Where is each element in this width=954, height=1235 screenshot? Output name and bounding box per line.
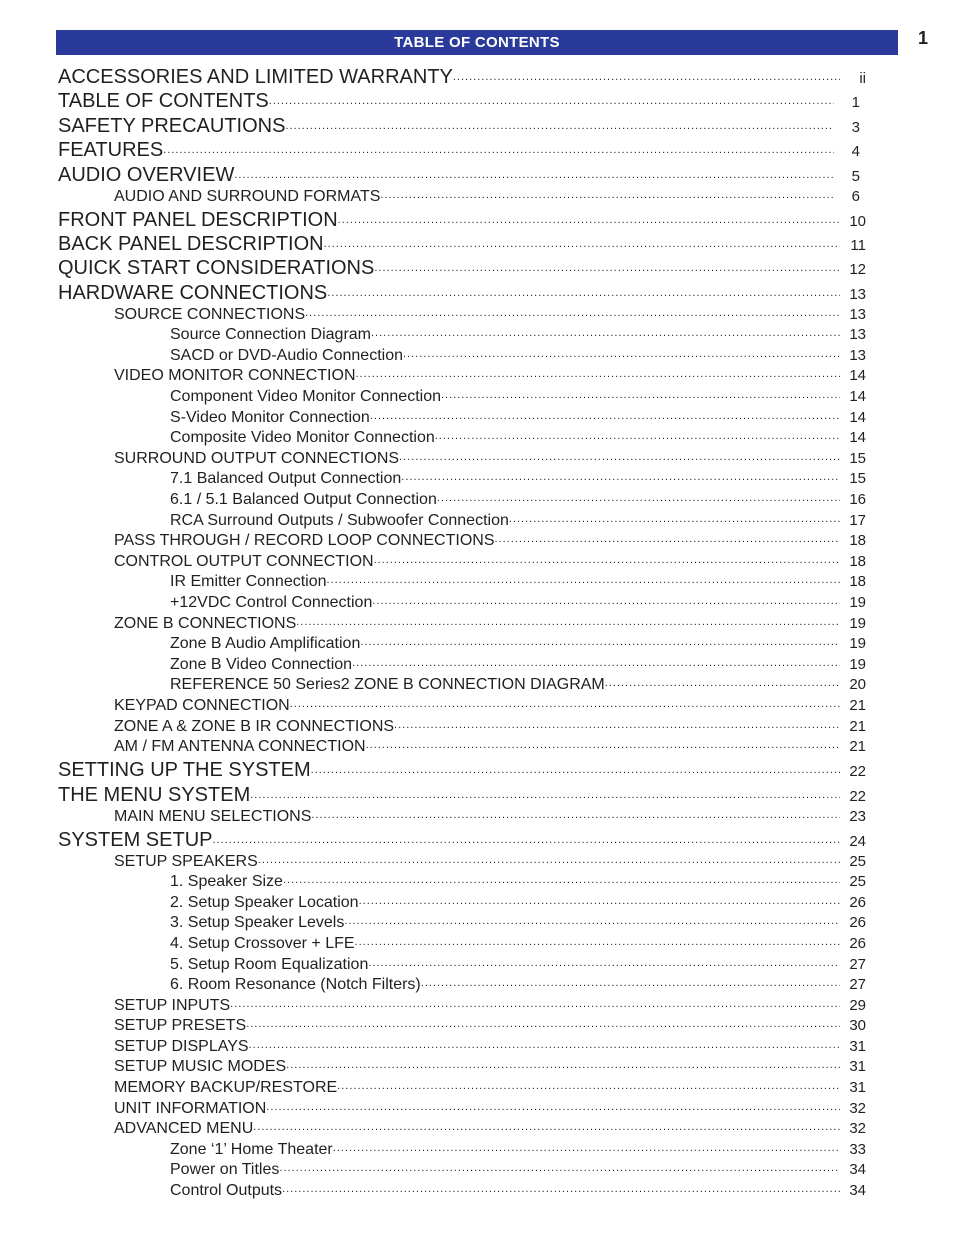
- toc-entry-page[interactable]: 5: [851, 167, 860, 185]
- toc-leader-dots: [327, 569, 840, 587]
- toc-entry-page[interactable]: 27: [849, 955, 866, 973]
- toc-entry[interactable]: [58, 61, 866, 88]
- toc-entry-page[interactable]: 16: [849, 491, 866, 509]
- toc-entry-page[interactable]: 1: [851, 94, 860, 112]
- toc-leader-dots: [509, 507, 840, 525]
- toc-leader-dots: [283, 869, 840, 887]
- toc-entry[interactable]: [58, 824, 866, 851]
- toc-leader-dots: [380, 183, 834, 201]
- toc-entry[interactable]: [58, 713, 866, 734]
- toc-entry-page[interactable]: 15: [849, 470, 866, 488]
- page-header-bar: [56, 30, 898, 55]
- toc-entry[interactable]: [58, 466, 866, 487]
- toc-entry[interactable]: [58, 252, 866, 280]
- toc-entry-page[interactable]: 34: [849, 1161, 866, 1179]
- toc-leader-dots: [230, 992, 840, 1010]
- toc-entry-page[interactable]: 14: [849, 408, 866, 426]
- toc-leader-dots: [372, 589, 840, 607]
- toc-entry[interactable]: [58, 110, 866, 137]
- toc-entry-title[interactable]: SETUP MUSIC MODES: [114, 1058, 287, 1076]
- toc-entry-title[interactable]: SETUP SPEAKERS: [114, 852, 258, 870]
- toc-entry[interactable]: [58, 569, 866, 590]
- toc-leader-dots: [374, 252, 840, 274]
- toc-leader-dots: [279, 1157, 840, 1175]
- toc-entry-title[interactable]: Zone B Video Connection: [170, 655, 353, 673]
- toc-entry[interactable]: [58, 548, 866, 569]
- toc-entry-title[interactable]: 6.1 / 5.1 Balanced Output Connection: [170, 491, 437, 509]
- toc-entry-title[interactable]: UNIT INFORMATION: [114, 1099, 267, 1117]
- toc-entry[interactable]: [58, 951, 866, 972]
- toc-leader-dots: [453, 61, 840, 83]
- toc-entry-title[interactable]: RCA Surround Outputs / Subwoofer Connection: [170, 511, 509, 529]
- toc-entry[interactable]: [58, 889, 866, 910]
- toc-leader-dots: [352, 651, 840, 669]
- toc-entry[interactable]: [58, 631, 866, 652]
- toc-leader-dots: [374, 548, 840, 566]
- toc-leader-dots: [296, 610, 840, 628]
- page-number: 1: [918, 28, 929, 48]
- toc-entry-page[interactable]: 34: [849, 1182, 866, 1200]
- toc-entry-title[interactable]: FEATURES: [58, 139, 164, 162]
- toc-entry-page[interactable]: 31: [849, 1058, 866, 1076]
- toc-entry[interactable]: [58, 972, 866, 993]
- toc-entry-page[interactable]: 18: [849, 532, 866, 550]
- toc-leader-dots: [324, 228, 840, 250]
- toc-entry[interactable]: [58, 445, 866, 466]
- toc-entry-title[interactable]: BACK PANEL DESCRIPTION: [58, 232, 324, 255]
- toc-entry-title[interactable]: ZONE A & ZONE B IR CONNECTIONS: [114, 717, 395, 735]
- toc-leader-dots: [333, 1136, 840, 1154]
- toc-entry[interactable]: [58, 204, 866, 231]
- toc-leader-dots: [266, 1095, 840, 1113]
- toc-entry-page[interactable]: 18: [849, 573, 866, 591]
- toc-entry-page[interactable]: 29: [849, 996, 866, 1014]
- toc-entry-title[interactable]: SETUP PRESETS: [114, 1017, 247, 1035]
- toc-entry-title[interactable]: Power on Titles: [170, 1161, 280, 1179]
- toc-entry-title[interactable]: SETUP INPUTS: [114, 996, 231, 1014]
- toc-entry-page[interactable]: 4: [851, 143, 860, 161]
- toc-leader-dots: [249, 1033, 840, 1051]
- toc-entry-title[interactable]: SYSTEM SETUP: [58, 828, 213, 851]
- toc-entry[interactable]: [58, 589, 866, 610]
- toc-leader-dots: [338, 204, 840, 226]
- toc-entry-page[interactable]: 25: [849, 873, 866, 891]
- toc-entry[interactable]: [58, 1177, 866, 1198]
- toc-entry[interactable]: [58, 1157, 866, 1178]
- toc-entry-page[interactable]: 20: [849, 676, 866, 694]
- toc-entry-title[interactable]: Zone ‘1’ Home Theater: [170, 1140, 333, 1158]
- toc-entry-title[interactable]: 4. Setup Crossover + LFE: [170, 934, 355, 952]
- toc-entry[interactable]: [58, 85, 866, 113]
- toc-leader-dots: [360, 631, 840, 649]
- toc-entry[interactable]: [58, 672, 866, 693]
- toc-entry-page[interactable]: 17: [849, 511, 866, 529]
- toc-entry-title[interactable]: AUDIO AND SURROUND FORMATS: [114, 187, 381, 205]
- toc-entry-title[interactable]: THE MENU SYSTEM: [58, 783, 251, 806]
- toc-entry-title[interactable]: HARDWARE CONNECTIONS: [58, 281, 328, 304]
- toc-entry-title[interactable]: Component Video Monitor Connection: [170, 388, 441, 406]
- toc-entry[interactable]: [58, 1095, 866, 1116]
- toc-entry-page[interactable]: 14: [849, 388, 866, 406]
- toc-entry-page[interactable]: 3: [851, 118, 860, 136]
- toc-leader-dots: [250, 779, 840, 801]
- toc-entry-title[interactable]: Control Outputs: [170, 1182, 283, 1200]
- toc-leader-dots: [403, 342, 840, 360]
- toc-entry[interactable]: [58, 404, 866, 425]
- toc-entry[interactable]: [58, 779, 866, 806]
- toc-leader-dots: [366, 734, 840, 752]
- toc-entry-title[interactable]: IR Emitter Connection: [170, 573, 327, 591]
- toc-entry-page[interactable]: 22: [849, 763, 866, 781]
- toc-entry[interactable]: [58, 159, 866, 186]
- toc-entry-title[interactable]: Zone B Audio Amplification: [170, 635, 361, 653]
- toc-entry[interactable]: [58, 992, 866, 1013]
- toc-entry[interactable]: [58, 342, 866, 363]
- toc-entry-title[interactable]: ZONE B CONNECTIONS: [114, 614, 297, 632]
- toc-entry-page[interactable]: 25: [849, 852, 866, 870]
- toc-leader-dots: [253, 1116, 840, 1134]
- toc-entry[interactable]: [58, 910, 866, 931]
- toc-entry[interactable]: [58, 134, 866, 162]
- toc-entry[interactable]: [58, 528, 866, 549]
- toc-entry[interactable]: [58, 425, 866, 446]
- toc-entry-page[interactable]: 21: [849, 717, 866, 735]
- toc-entry-title[interactable]: PASS THROUGH / RECORD LOOP CONNECTIONS: [114, 532, 495, 550]
- toc-leader-dots: [605, 672, 840, 690]
- toc-entry[interactable]: [58, 1136, 866, 1157]
- toc-entry-page[interactable]: 11: [850, 236, 866, 254]
- toc-entry[interactable]: [58, 610, 866, 631]
- toc-leader-dots: [359, 889, 840, 907]
- toc-leader-dots: [368, 951, 840, 969]
- toc-entry[interactable]: [58, 1054, 866, 1075]
- toc-entry[interactable]: [58, 692, 866, 713]
- toc-entry-page[interactable]: 13: [849, 326, 866, 344]
- toc-entry[interactable]: [58, 383, 866, 404]
- toc-entry-page[interactable]: 14: [849, 429, 866, 447]
- toc-entry[interactable]: [58, 930, 866, 951]
- toc-entry-title[interactable]: FRONT PANEL DESCRIPTION: [58, 208, 338, 231]
- toc-entry-page[interactable]: 19: [849, 614, 866, 632]
- toc-leader-dots: [370, 404, 840, 422]
- toc-entry-title[interactable]: Composite Video Monitor Connection: [170, 429, 435, 447]
- toc-leader-dots: [421, 972, 840, 990]
- toc-entry-title[interactable]: 2. Setup Speaker Location: [170, 893, 359, 911]
- toc-entry-title[interactable]: VIDEO MONITOR CONNECTION: [114, 367, 356, 385]
- toc-entry-page[interactable]: 18: [849, 552, 866, 570]
- toc-entry-page[interactable]: 26: [849, 914, 866, 932]
- toc-leader-dots: [337, 1074, 840, 1092]
- toc-entry[interactable]: [58, 1116, 866, 1137]
- toc-entry-page[interactable]: 13: [849, 305, 866, 323]
- toc-entry-page[interactable]: 31: [849, 1079, 866, 1097]
- toc-entry-page[interactable]: 10: [849, 212, 866, 230]
- toc-entry-title[interactable]: SOURCE CONNECTIONS: [114, 305, 306, 323]
- toc-entry[interactable]: [58, 486, 866, 507]
- toc-entry-page[interactable]: 33: [849, 1140, 866, 1158]
- toc-entry-title[interactable]: 6. Room Resonance (Notch Filters): [170, 976, 421, 994]
- toc-entry-page[interactable]: 27: [849, 976, 866, 994]
- toc-entry-title[interactable]: SETUP DISPLAYS: [114, 1037, 249, 1055]
- toc-entry-title[interactable]: MAIN MENU SELECTIONS: [114, 807, 312, 825]
- toc-entry-page[interactable]: 23: [849, 807, 866, 825]
- toc-leader-dots: [286, 1054, 840, 1072]
- toc-leader-dots: [495, 528, 841, 546]
- toc-leader-dots: [311, 803, 840, 821]
- toc-leader-dots: [246, 1013, 840, 1031]
- toc-leader-dots: [258, 848, 840, 866]
- toc-entry-title[interactable]: ADVANCED MENU: [114, 1120, 254, 1138]
- toc-entry-title[interactable]: +12VDC Control Connection: [170, 594, 373, 612]
- toc-entry-page[interactable]: 22: [849, 787, 866, 805]
- toc-entry-page[interactable]: 19: [849, 655, 866, 673]
- toc-entry-title[interactable]: KEYPAD CONNECTION: [114, 696, 290, 714]
- toc-leader-dots: [327, 277, 840, 299]
- toc-leader-dots: [234, 159, 834, 181]
- toc-leader-dots: [290, 692, 840, 710]
- toc-entry-title[interactable]: 5. Setup Room Equalization: [170, 955, 369, 973]
- toc-entry-title[interactable]: SURROUND OUTPUT CONNECTIONS: [114, 449, 400, 467]
- toc-entry-title[interactable]: SETTING UP THE SYSTEM: [58, 759, 311, 782]
- toc-entry[interactable]: [58, 322, 866, 343]
- toc-leader-dots: [394, 713, 840, 731]
- toc-entry-title[interactable]: 1. Speaker Size: [170, 873, 283, 891]
- toc-entry-page[interactable]: 21: [849, 696, 866, 714]
- toc-entry-title[interactable]: AM / FM ANTENNA CONNECTION: [114, 738, 366, 756]
- toc-entry-page[interactable]: 13: [849, 346, 866, 364]
- toc-leader-dots: [371, 322, 840, 340]
- toc-entry[interactable]: [58, 228, 866, 255]
- toc-entry-page[interactable]: 19: [849, 594, 866, 612]
- toc-leader-dots: [285, 110, 834, 132]
- toc-leader-dots: [435, 425, 840, 443]
- toc-leader-dots: [401, 466, 840, 484]
- toc-entry-title[interactable]: 7.1 Balanced Output Connection: [170, 470, 402, 488]
- toc-entry-title[interactable]: CONTROL OUTPUT CONNECTION: [114, 552, 374, 570]
- toc-leader-dots: [282, 1177, 840, 1195]
- toc-entry-title[interactable]: 3. Setup Speaker Levels: [170, 914, 345, 932]
- toc-entry-title[interactable]: QUICK START CONSIDERATIONS: [58, 257, 375, 280]
- toc-entry-page[interactable]: 21: [849, 738, 866, 756]
- toc-entry-title[interactable]: MEMORY BACKUP/RESTORE: [114, 1079, 338, 1097]
- toc-entry[interactable]: [58, 869, 866, 890]
- toc-entry-title[interactable]: AUDIO OVERVIEW: [58, 163, 235, 186]
- toc-entry-page[interactable]: 24: [849, 832, 866, 850]
- toc-leader-dots: [441, 383, 840, 401]
- toc-entry-page[interactable]: 15: [849, 449, 866, 467]
- toc-entry-title[interactable]: ACCESSORIES AND LIMITED WARRANTY: [58, 66, 453, 88]
- toc-entry-page[interactable]: ii: [859, 70, 866, 87]
- toc-entry-title[interactable]: SACD or DVD-Audio Connection: [170, 346, 403, 364]
- toc-entry-page[interactable]: 26: [849, 893, 866, 911]
- toc-entry-page[interactable]: 32: [849, 1099, 866, 1117]
- toc-entry-page[interactable]: 14: [849, 367, 866, 385]
- toc-entry-page[interactable]: 31: [849, 1037, 866, 1055]
- toc-entry-page[interactable]: 30: [849, 1017, 866, 1035]
- toc-leader-dots: [269, 85, 834, 107]
- toc-entry-page[interactable]: 32: [849, 1120, 866, 1138]
- page-header-title: TABLE OF CONTENTS: [394, 34, 560, 51]
- toc-entry[interactable]: [58, 754, 866, 782]
- toc-leader-dots: [163, 134, 834, 156]
- toc-entry-title[interactable]: SAFETY PRECAUTIONS: [58, 114, 286, 137]
- toc-entry-title[interactable]: TABLE OF CONTENTS: [58, 90, 269, 113]
- toc-entry-page[interactable]: 19: [849, 635, 866, 653]
- toc-entry[interactable]: [58, 651, 866, 672]
- toc-leader-dots: [399, 445, 840, 463]
- toc-entry-page[interactable]: 6: [851, 187, 860, 205]
- toc-entry[interactable]: [58, 1074, 866, 1095]
- toc-entry-title[interactable]: S-Video Monitor Connection: [170, 408, 370, 426]
- toc-entry[interactable]: [58, 1013, 866, 1034]
- toc-entry[interactable]: [58, 1033, 866, 1054]
- toc-leader-dots: [311, 754, 840, 776]
- toc-entry-page[interactable]: 13: [849, 285, 866, 303]
- toc-leader-dots: [344, 910, 840, 928]
- toc-leader-dots: [355, 930, 840, 948]
- table-of-contents: [58, 61, 866, 1198]
- toc-entry[interactable]: [58, 734, 866, 755]
- toc-entry-page[interactable]: 12: [849, 261, 866, 279]
- toc-entry[interactable]: [58, 277, 866, 304]
- toc-entry-title[interactable]: REFERENCE 50 Series2 ZONE B CONNECTION DIAGRAM: [170, 676, 605, 694]
- toc-leader-dots: [356, 363, 841, 381]
- toc-leader-dots: [212, 824, 840, 846]
- toc-leader-dots: [305, 301, 840, 319]
- toc-entry[interactable]: [58, 363, 866, 384]
- toc-leader-dots: [437, 486, 840, 504]
- toc-entry-title[interactable]: Source Connection Diagram: [170, 326, 371, 344]
- toc-entry-page[interactable]: 26: [849, 934, 866, 952]
- toc-entry[interactable]: [58, 507, 866, 528]
